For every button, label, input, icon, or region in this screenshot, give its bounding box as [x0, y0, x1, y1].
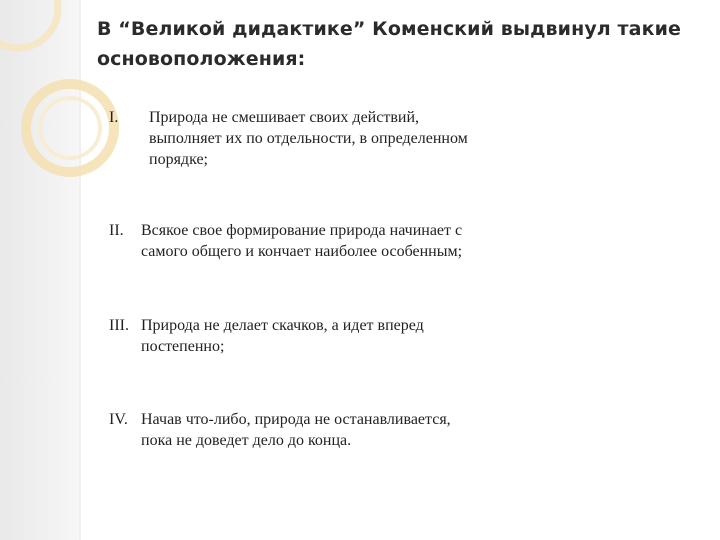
item-number: II. [109, 222, 124, 239]
inner-ring-icon [40, 98, 100, 158]
item-number: III. [109, 317, 129, 334]
item-text: Начав что-либо, природа не останавливается, пока не доведет дело до конца. [141, 411, 451, 449]
top-ring-icon [0, 0, 58, 48]
item-text: Природа не смешивает своих действий, выполняет их по отдельности, в определенном порядке; [149, 109, 468, 168]
item-number: IV. [109, 411, 128, 428]
slide-title: В “Великой дидактике” Коменский выдвинул такие основоположения: [97, 18, 681, 70]
item-text: Всякое свое формирование природа начинает с самого общего и кончает наиболее особенным; [141, 222, 463, 260]
item-number: I. [109, 109, 119, 126]
item-text: Природа не делает скачков, а идет вперед постепенно; [141, 317, 424, 355]
